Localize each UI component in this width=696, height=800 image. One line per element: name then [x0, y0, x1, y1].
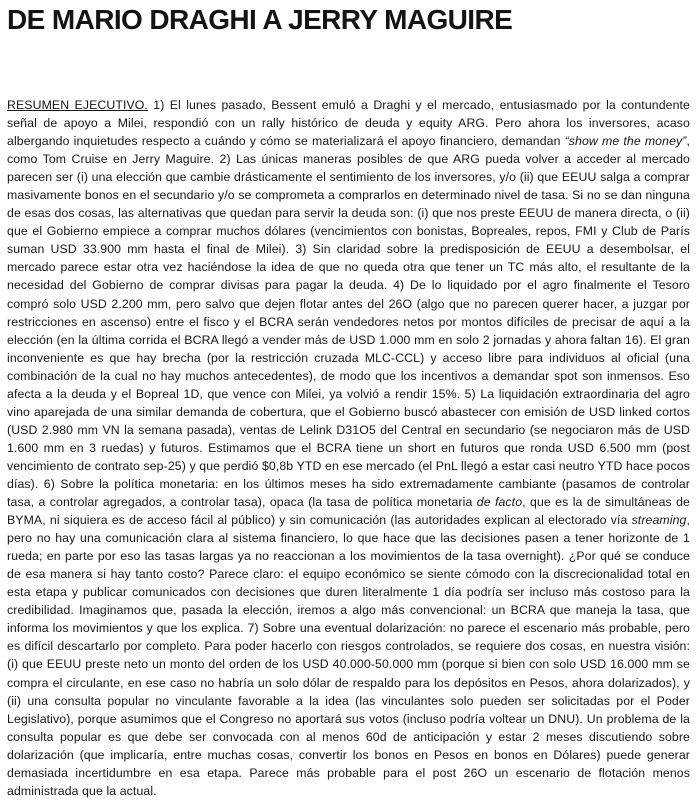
- summary-text-part-3: , que es la de simultáneas de BYMA, ni siquiera es de acceso fácil al público) y sin comunicación (las autoridades explican al electorado vía: [7, 495, 690, 528]
- summary-label: RESUMEN EJECUTIVO.: [7, 98, 148, 112]
- summary-emphasis-de-facto: de facto: [476, 495, 523, 510]
- document-title: DE MARIO DRAGHI A JERRY MAGUIRE: [7, 4, 513, 35]
- summary-text-part-1: 1) El lunes pasado, Bessent emuló a Draghi y el mercado, entusiasmado por la contundente señal de apoyo a Milei, respondió con un rally histórico de deuda y equity ARG. Pero ahora los inversores, acaso albergando inquietudes respecto a cuándo y cómo se materializará el apoyo financiero, demandan: [7, 98, 690, 149]
- summary-text-part-4: , pero no hay una comunicación clara al sistema financiero, lo que hace que las decisiones pasen a tener horizonte de 1 rueda; en parte por eso las tasas largas ya no reaccionan a los movimientos de la tasa overnight). ¿Por qué se conduce de esa manera si hay tanto costo? Parece claro: el equipo económico se siente cómodo con la discrecionalidad total en esta etapa y publicar comunicados con decisiones que duren literalmente 1 día podría ser incluso más costoso para la credibilidad. Imaginamos que, pasada la elección, iremos a algo más convencional: un BCRA que maneja la tasa, que informa los movimientos y que los explica. 7) Sobre una eventual dolarización: no parece el escenario más probable, pero es difícil descartarlo por completo. Para poder hacerlo con riesgos controlados, se requiere dos cosas, en nuestra visión: (i) que EEUU preste neto un monto del orden de los USD 40.000-50.000 mm (porque si bien con solo USD 16.000 mm se compra el circulante, en ese caso no habría un solo dólar de respaldo para los depósitos en Pesos, ahora dolarizados), y (ii) una consulta popular no vinculante favorable a la idea (las vinculantes solo pueden ser solicitadas por el Poder Legislativo), porque asumimos que el Congreso no aportará sus votos (incluso podría voltear un DNU). Un problema de la consulta popular es que debe ser convocada con al menos 60d de anticipación y estar 2 meses discutiendo sobre dolarización (que implicaría, entre muchas cosas, convertir los bonos en Pesos en bonos en Dólares) puede generar demasiada incertidumbre en esa etapa. Parece más probable para el post 26O un escenario de flotación menos administrada que la actual.: [7, 513, 690, 798]
- summary-emphasis-show-me-the-money: “show me the money”: [564, 134, 687, 149]
- executive-summary-paragraph: [7, 96, 690, 800]
- summary-text-part-2: , como Tom Cruise en Jerry Maguire. 2) Las únicas maneras posibles de que ARG pueda volver a acceder al mercado parecen ser (i) una elección que cambie drásticamente el sentimiento de los inversores, y/o (ii) que EEUU salga a comprar masivamente bonos en el secundario y/o se comprometa a comprarlos en determinado nivel de tasa. Si no se dan ninguna de esas dos cosas, las alternativas que quedan para servir la deuda son: (i) que nos preste EEUU de manera directa, o (ii) que el Gobierno empiece a comprar muchos dólares (vencimientos con bonistas, Bopreales, repos, FMI y Club de París suman USD 33.900 mm hasta el final de Milei). 3) Sin claridad sobre la predisposición de EEUU a desembolsar, el mercado parece estar otra vez haciéndose la idea de que no queda otra que tener un TC más alto, el resultante de la necesidad del Gobierno de comprar divisas para pagar la deuda. 4) De lo liquidado por el agro finalmente el Tesoro compró solo USD 2.200 mm, pero salvo que dejen flotar antes del 26O (algo que no parecen querer hacer, a juzgar por restricciones en ascenso) entre el fisco y el BCRA serán vendedores netos por montos difíciles de precisar de aquí a la elección (en la última corrida el BCRA llegó a vender más de USD 1.000 mm en solo 2 jornadas y ahora faltan 16). El gran inconveniente es que hay brecha (por la restricción cruzada MLC-CCL) y acceso libre para individuos al oficial (una combinación de la cual no hay muchos antecedentes), de modo que los incentivos a demandar spot son inmensos. Eso afecta a la deuda y el Bopreal 1D, que vence con Milei, ya volvió a rendir 15%. 5) La liquidación extraordinaria del agro vino aparejada de una similar demanda de cobertura, que el Gobierno buscó abastecer con emisión de USD linked cortos (USD 2.980 mm VN la semana pasada), ventas de Lelink D31O5 del Central en secundario (se negociaron más de USD 1.600 mm en 3 ruedas) y futuros. Estimamos que el BCRA tiene un short en futuros que ronda USD 6.500 mm (post vencimiento de contrato sep-25) y que perdió $0,8b YTD en ese mercado (el PnL llegó a estar casi neutro YTD hace pocos días). 6) Sobre la política monetaria: en los últimos meses ha sido extremadamente cambiante (pasamos de controlar tasa, a controlar agregados, a controlar tasa), opaca (la tasa de política monetaria: [7, 134, 690, 510]
- summary-emphasis-streaming: streaming: [631, 513, 687, 528]
